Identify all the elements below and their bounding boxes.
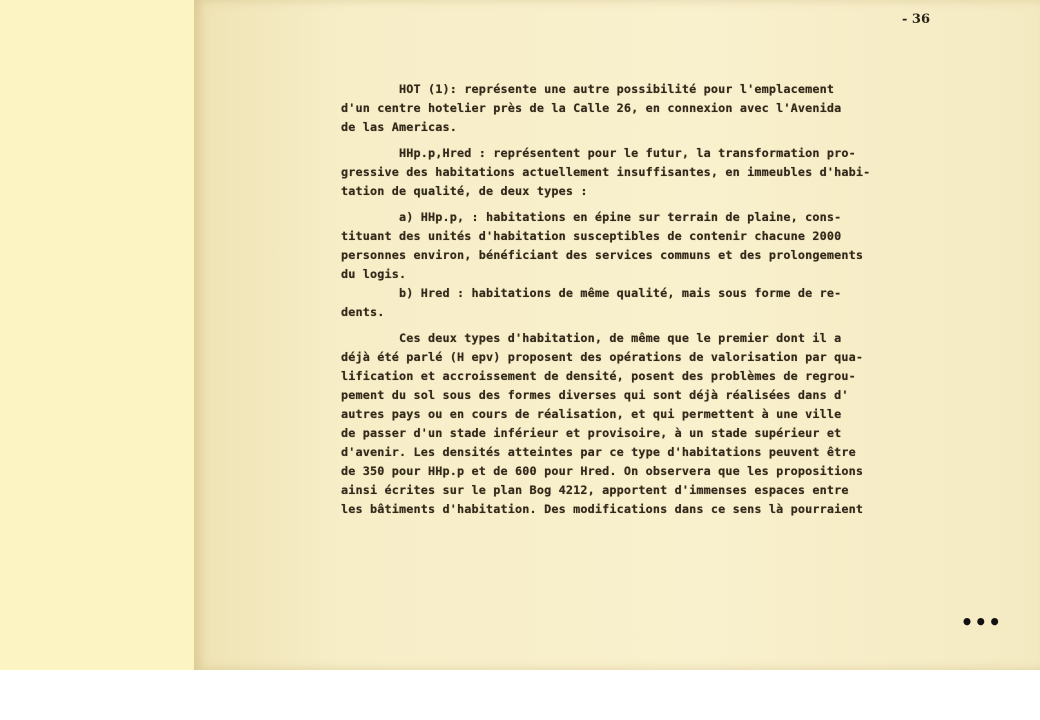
text-line: déjà été parlé (H epv) proposent des opérations de valorisation par qua- bbox=[341, 350, 864, 364]
text-line: tation de qualité, de deux types : bbox=[341, 184, 588, 198]
text-line: a) HHp.p, : habitations en épine sur terrain de plaine, cons- bbox=[341, 210, 842, 224]
text-line: autres pays ou en cours de réalisation, et qui permettent à une ville bbox=[341, 407, 842, 421]
text-line: d'avenir. Les densités atteintes par ce type d'habitations peuvent être bbox=[341, 445, 856, 459]
text-line: pement du sol sous des formes diverses qui sont déjà réalisées dans d' bbox=[341, 388, 849, 402]
document-page bbox=[194, 0, 1040, 670]
text-line: HOT (1): représente une autre possibilité pour l'emplacement bbox=[341, 82, 835, 96]
text-line: de las Americas. bbox=[341, 120, 458, 134]
text-line: ainsi écrites sur le plan Bog 4212, apportent d'immenses espaces entre bbox=[341, 483, 849, 497]
page-number: - 36 bbox=[902, 12, 931, 27]
left-margin bbox=[0, 0, 194, 670]
text-line: gressive des habitations actuellement insuffisantes, en immeubles d'habi- bbox=[341, 165, 871, 179]
bottom-strip bbox=[0, 670, 1040, 720]
text-line: de passer d'un stade inférieur et provisoire, à un stade supérieur et bbox=[341, 426, 842, 440]
text-line: du logis. bbox=[341, 267, 407, 281]
text-line: b) Hred : habitations de même qualité, mais sous forme de re- bbox=[341, 286, 842, 300]
text-line: de 350 pour HHp.p et de 600 pour Hred. On observera que les propositions bbox=[341, 464, 864, 478]
text-line: Ces deux types d'habitation, de même que le premier dont il a bbox=[341, 331, 842, 345]
more-options-button[interactable]: ••• bbox=[960, 610, 1002, 634]
text-line: tituant des unités d'habitation susceptibles de contenir chacune 2000 bbox=[341, 229, 842, 243]
text-line: dents. bbox=[341, 305, 385, 319]
text-line: HHp.p,Hred : représentent pour le futur, la transformation pro- bbox=[341, 146, 856, 160]
text-line: les bâtiments d'habitation. Des modifications dans ce sens là pourraient bbox=[341, 502, 864, 516]
text-line: personnes environ, bénéficiant des services communs et des prolongements bbox=[341, 248, 864, 262]
document-body bbox=[341, 80, 941, 519]
text-line: d'un centre hotelier près de la Calle 26, en connexion avec l'Avenida bbox=[341, 101, 842, 115]
text-line: lification et accroissement de densité, posent des problèmes de regrou- bbox=[341, 369, 856, 383]
